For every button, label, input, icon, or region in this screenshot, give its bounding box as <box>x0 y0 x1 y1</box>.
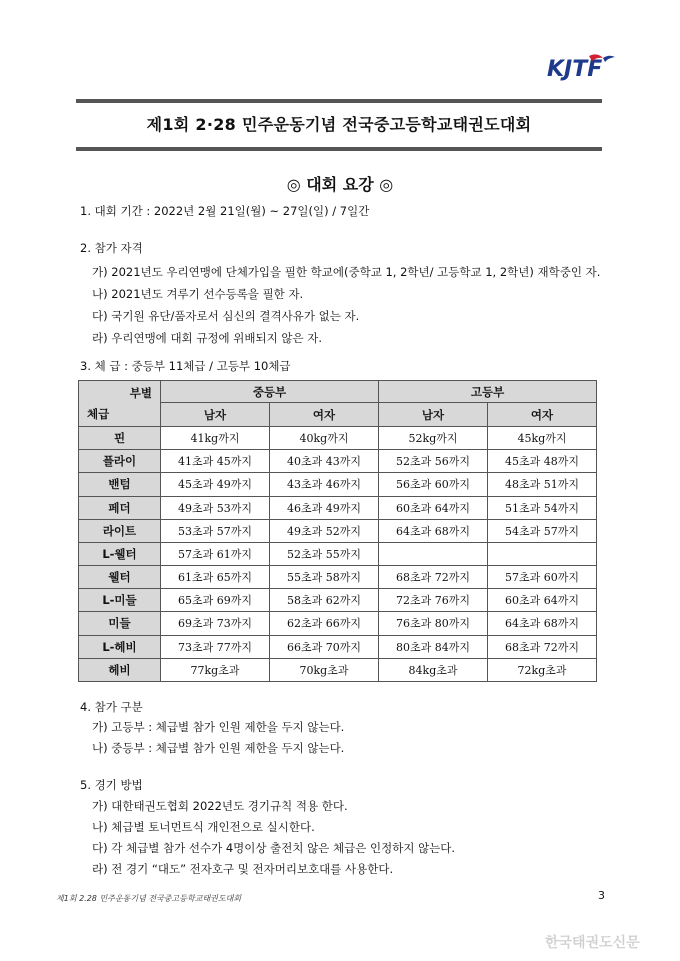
weight-limit-cell: 52초과 56까지 <box>379 450 488 473</box>
weight-limit-cell: 60초과 64까지 <box>488 589 597 612</box>
weight-limit-cell: 57초과 61까지 <box>161 542 270 565</box>
gender-header: 여자 <box>488 403 597 427</box>
period-line: 1. 대회 기간 : 2022년 2월 21일(월) ~ 27일(일) / 7일간 <box>80 204 370 218</box>
table-row <box>79 473 597 496</box>
weight-limit-cell: 49초과 53까지 <box>161 496 270 519</box>
weight-limit-cell: 52초과 55까지 <box>270 542 379 565</box>
weight-limit-cell: 58초과 62까지 <box>270 589 379 612</box>
participation-item: 가) 고등부 : 체급별 참가 인원 제한을 두지 않는다. <box>92 720 345 734</box>
weight-limit-cell: 45kg까지 <box>488 427 597 450</box>
weight-limit-cell: 41초과 45까지 <box>161 450 270 473</box>
table-row <box>79 519 597 542</box>
table-row <box>79 450 597 473</box>
weight-limit-cell: 66초과 70까지 <box>270 635 379 658</box>
match-method-item: 다) 각 체급별 참가 선수가 4명이상 출전치 않은 체급은 인정하지 않는다. <box>92 841 456 855</box>
eligibility-item: 라) 우리연맹에 대회 규정에 위배되지 않은 자. <box>92 331 323 345</box>
weight-limit-cell: 53초과 57까지 <box>161 519 270 542</box>
weight-limit-cell: 57초과 60까지 <box>488 566 597 589</box>
table-row <box>79 635 597 658</box>
weight-class-name: 핀 <box>79 427 161 450</box>
weight-limit-cell: 40초과 43까지 <box>270 450 379 473</box>
page-footer: 제1회 2.28 민주운동기념 전국중고등학교태권도대회 <box>56 894 242 903</box>
title-band <box>76 99 602 151</box>
gender-header: 여자 <box>270 403 379 427</box>
gender-header: 남자 <box>161 403 270 427</box>
weight-limit-cell <box>488 542 597 565</box>
weight-class-name: 라이트 <box>79 519 161 542</box>
weight-class-name: L-헤비 <box>79 635 161 658</box>
weight-limit-cell: 48초과 51까지 <box>488 473 597 496</box>
match-method-heading: 5. 경기 방법 <box>80 778 143 792</box>
weight-limit-cell: 64초과 68까지 <box>379 519 488 542</box>
weight-limit-cell: 49초과 52까지 <box>270 519 379 542</box>
weight-class-heading: 3. 체 급 : 중등부 11체급 / 고등부 10체급 <box>80 359 291 373</box>
eligibility-heading: 2. 참가 자격 <box>80 241 143 255</box>
weight-limit-cell: 54초과 57까지 <box>488 519 597 542</box>
weight-class-name: 미들 <box>79 612 161 635</box>
eligibility-item: 가) 2021년도 우리연맹에 단체가입을 필한 학교에(중학교 1, 2학년/ 고등학교 1, 2학년) 재학중인 자. <box>92 265 601 279</box>
corner-division-label: 부별 <box>129 386 152 400</box>
table-row <box>79 427 597 450</box>
table-row <box>79 542 597 565</box>
participation-item: 나) 중등부 : 체급별 참가 인원 제한을 두지 않는다. <box>92 741 345 755</box>
weight-class-table <box>78 380 597 682</box>
participation-heading: 4. 참가 구분 <box>80 700 143 714</box>
weight-class-name: 밴텀 <box>79 473 161 496</box>
weight-limit-cell: 73초과 77까지 <box>161 635 270 658</box>
weight-class-name: L-웰터 <box>79 542 161 565</box>
table-row <box>79 566 597 589</box>
newspaper-watermark: 한국태권도신문 <box>545 935 640 951</box>
eligibility-item: 다) 국기원 유단/품자로서 심신의 결격사유가 없는 자. <box>92 309 360 323</box>
weight-limit-cell: 70kg초과 <box>270 658 379 681</box>
weight-limit-cell: 56초과 60까지 <box>379 473 488 496</box>
weight-limit-cell: 68초과 72까지 <box>379 566 488 589</box>
match-method-item: 라) 전 경기 “대도” 전자호구 및 전자머리보호대를 사용한다. <box>92 862 394 876</box>
weight-limit-cell: 55초과 58까지 <box>270 566 379 589</box>
weight-limit-cell: 45초과 49까지 <box>161 473 270 496</box>
match-method-item: 가) 대한태권도협회 2022년도 경기규칙 적용 한다. <box>92 799 348 813</box>
table-row <box>79 658 597 681</box>
table-corner <box>79 381 161 427</box>
gender-header: 남자 <box>379 403 488 427</box>
weight-class-name: 페더 <box>79 496 161 519</box>
logo-text: KJTF <box>547 57 603 82</box>
weight-limit-cell: 51초과 54까지 <box>488 496 597 519</box>
weight-class-name: L-미들 <box>79 589 161 612</box>
table-row <box>79 589 597 612</box>
weight-limit-cell: 72kg초과 <box>488 658 597 681</box>
eligibility-item: 나) 2021년도 겨루기 선수등록을 필한 자. <box>92 287 304 301</box>
weight-limit-cell: 64초과 68까지 <box>488 612 597 635</box>
weight-limit-cell: 40kg까지 <box>270 427 379 450</box>
weight-limit-cell: 43초과 46까지 <box>270 473 379 496</box>
weight-limit-cell: 52kg까지 <box>379 427 488 450</box>
weight-limit-cell: 72초과 76까지 <box>379 589 488 612</box>
weight-limit-cell: 69초과 73까지 <box>161 612 270 635</box>
kjtf-logo <box>545 52 630 82</box>
table-row <box>79 496 597 519</box>
weight-limit-cell: 46초과 49까지 <box>270 496 379 519</box>
group-header-middle: 중등부 <box>161 381 379 403</box>
weight-limit-cell: 45초과 48까지 <box>488 450 597 473</box>
document-title: 제1회 2·28 민주운동기념 전국중고등학교태권도대회 <box>146 115 532 134</box>
weight-limit-cell: 62초과 66까지 <box>270 612 379 635</box>
title-rule-bottom <box>76 147 602 151</box>
weight-limit-cell: 61초과 65까지 <box>161 566 270 589</box>
weight-class-name: 웰터 <box>79 566 161 589</box>
kjtf-logo-icon <box>545 52 630 82</box>
weight-limit-cell: 76초과 80까지 <box>379 612 488 635</box>
weight-limit-cell <box>379 542 488 565</box>
table-row <box>79 612 597 635</box>
weight-limit-cell: 80초과 84까지 <box>379 635 488 658</box>
weight-limit-cell: 60초과 64까지 <box>379 496 488 519</box>
weight-limit-cell: 84kg초과 <box>379 658 488 681</box>
weight-limit-cell: 68초과 72까지 <box>488 635 597 658</box>
weight-limit-cell: 41kg까지 <box>161 427 270 450</box>
match-method-item: 나) 체급별 토너먼트식 개인전으로 실시한다. <box>92 820 315 834</box>
weight-limit-cell: 65초과 69까지 <box>161 589 270 612</box>
section-subtitle: ◎ 대회 요강 ◎ <box>286 175 394 194</box>
weight-limit-cell: 77kg초과 <box>161 658 270 681</box>
page-number: 3 <box>598 889 605 902</box>
weight-class-name: 플라이 <box>79 450 161 473</box>
weight-class-name: 헤비 <box>79 658 161 681</box>
corner-class-label: 체급 <box>87 407 110 421</box>
group-header-high: 고등부 <box>379 381 597 403</box>
